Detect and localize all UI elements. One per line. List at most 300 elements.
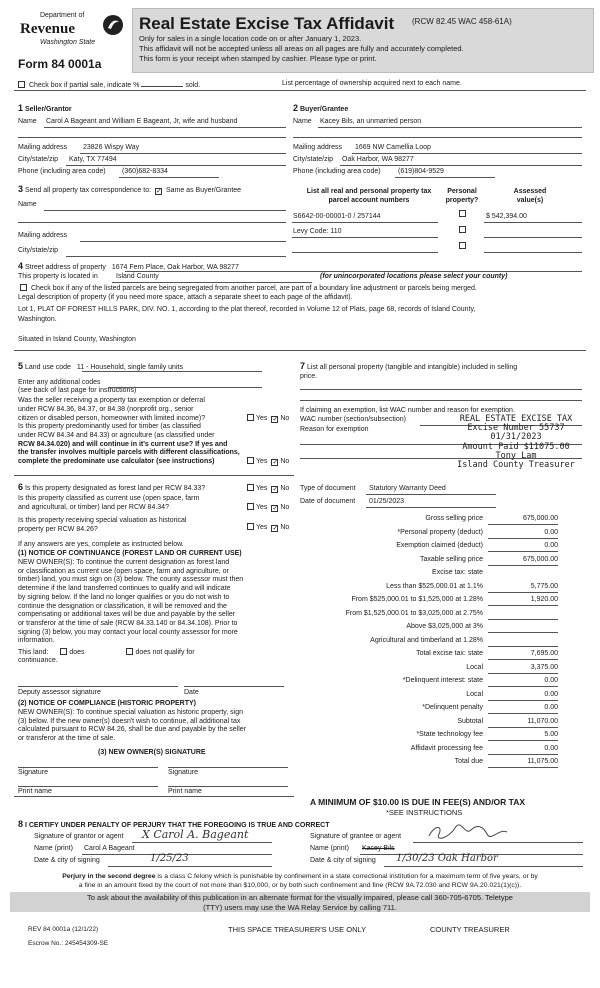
historic-yesno	[245, 523, 289, 533]
rev-number: REV 84 0001a (12/1/22)	[28, 926, 99, 933]
add-codes-1: Enter any additional codes	[18, 379, 101, 386]
tax-value[interactable]	[488, 610, 558, 620]
buyer-city[interactable]: Oak Harbor, WA 98277	[342, 156, 414, 163]
deputy-label: Deputy assessor signature	[18, 689, 101, 696]
signature-line	[413, 842, 583, 843]
legal-line-2[interactable]: Washington.	[18, 316, 57, 323]
seller-heading: Seller/Grantor	[24, 106, 72, 113]
q-line: and agricultural, or timber) land per RCW 84.34?	[18, 503, 169, 511]
grantee-sig-label: Signature of grantee or agent	[310, 833, 402, 840]
header-line-1: Only for sales in a single location code on or after January 1, 2023.	[139, 34, 362, 43]
header-line-3: This form is your receipt when stamped by cashier. Please type or print.	[139, 54, 377, 63]
field-line	[125, 271, 582, 272]
tax-label: Local	[466, 690, 483, 698]
yes-label: Yes	[256, 415, 268, 422]
tax-row	[298, 691, 558, 702]
personal-checkbox-2[interactable]	[459, 226, 466, 233]
continuance-line: compensating or additional taxes will be due and payable by the seller	[18, 611, 236, 619]
parcel-header-2: parcel account numbers	[328, 196, 410, 204]
signature-line	[18, 686, 178, 687]
tax-value[interactable]: 11,070.00	[488, 718, 558, 728]
tax-value[interactable]: 0.00	[488, 745, 558, 755]
continuance-line: signing (3) below, you may contact your local county assessor for more	[18, 628, 238, 636]
tax-value[interactable]: 0.00	[488, 542, 558, 552]
q2-line: RCW 84.34.020) and will continue in it's current use? If yes and	[18, 440, 228, 448]
tax-value[interactable]: 675,000.00	[488, 556, 558, 566]
dept-state: Washington State	[40, 39, 96, 46]
compliance-line: calculated pursuant to RCW 84.26, shall be due and payable by the seller	[18, 726, 247, 734]
escrow-number: Escrow No.: 245454309-SE	[28, 940, 109, 947]
divider	[14, 350, 586, 351]
treasurer-stamp	[446, 415, 586, 470]
no-checkbox[interactable]	[271, 505, 278, 512]
doc-date[interactable]: 01/25/2023	[369, 498, 405, 505]
q2-line: under RCW 84.34 and 84.33) or agriculture (as classified under	[18, 431, 215, 439]
tax-row	[298, 758, 558, 769]
tax-value[interactable]: 0.00	[488, 529, 558, 539]
tax-label: Agricultural and timberland at 1.28%	[370, 636, 483, 644]
field-line	[395, 177, 495, 178]
current-use-question	[18, 495, 199, 513]
stamp-line: REAL ESTATE EXCISE TAX	[459, 414, 573, 424]
parcel-number[interactable]: S6642-00-00001-0 / 257144	[293, 213, 381, 220]
no-label: No	[280, 458, 290, 465]
print-name-label-1: Print name	[18, 788, 52, 795]
partial-sale-checkbox[interactable]	[18, 81, 25, 88]
treasurer-use: THIS SPACE TREASURER'S USE ONLY	[228, 925, 367, 934]
buyer-section	[293, 103, 348, 115]
timber-question	[18, 423, 240, 467]
print-line	[18, 786, 158, 787]
historic-question	[18, 517, 186, 535]
field-line	[292, 222, 438, 223]
continuance-line: or transferor at the time of sale (RCW 84.33.140 or 84.34.108). Prior to	[18, 619, 238, 627]
field-line	[318, 127, 582, 128]
s3-name-label: Name	[18, 201, 37, 208]
seller-name[interactable]: Carol A Bageant and William E Bageant, Jr, wife and husband	[46, 118, 238, 125]
signature-label-1: Signature	[18, 769, 48, 776]
exemption-yesno	[245, 414, 289, 424]
alt-line: To ask about the availability of this publication in an alternate format for the visually impaired, please call 360-705-6705. Teletype	[87, 893, 513, 902]
buyer-heading: Buyer/Grantee	[299, 106, 349, 113]
tax-value[interactable]: 0.00	[488, 677, 558, 687]
buyer-phone-label: Phone (including area code)	[293, 168, 381, 175]
q2-line: Is this property predominantly used for timber (as classified	[18, 423, 201, 430]
reason-label: Reason for exemption	[300, 426, 369, 433]
personal-property-row	[300, 361, 582, 382]
buyer-name[interactable]: Kacey Bils, an unmarried person	[320, 118, 422, 125]
field-line	[66, 165, 286, 166]
does-not-label: does not qualify for	[135, 649, 195, 656]
seller-phone-label: Phone (including area code)	[18, 168, 106, 175]
field-line	[18, 222, 286, 223]
tax-row	[298, 718, 558, 729]
tax-row	[298, 556, 558, 567]
tax-row	[298, 569, 558, 580]
assessed-value[interactable]: $ 542,394.00	[486, 213, 527, 220]
no-checkbox[interactable]	[271, 486, 278, 493]
section-number: 4	[18, 261, 24, 271]
buyer-city-label: City/state/zip	[293, 156, 334, 163]
tax-row	[298, 664, 558, 675]
field-line	[18, 137, 286, 138]
continuance-line: or classification as current use (open space, farm and agriculture, or	[18, 567, 229, 575]
located-note: (for unincorporated locations please select your county)	[320, 273, 508, 280]
dor-logo-icon	[102, 14, 124, 36]
s3-mail-label: Mailing address	[18, 232, 68, 239]
tax-label: *Personal property (deduct)	[397, 528, 483, 536]
see-instructions: *SEE INSTRUCTIONS	[386, 808, 463, 817]
field-line	[292, 252, 438, 253]
field-line	[292, 237, 438, 238]
partial-sale-label: Check box if partial sale, indicate %	[28, 82, 140, 89]
yes-checkbox[interactable]	[247, 414, 254, 421]
perjury-line: a fine in an amount fixed by the court of not more than $10,000, or by both such confinement and fine (RCW 9A.72.030 and RCW 9A.20.021(1)(c)).	[78, 882, 522, 889]
tax-row	[298, 650, 558, 661]
signature-label-2: Signature	[168, 769, 198, 776]
tax-value[interactable]	[488, 637, 558, 647]
section-number: 2	[293, 103, 299, 113]
tax-value[interactable]: 5.00	[488, 731, 558, 741]
no-label: No	[280, 415, 290, 422]
stamp-line: Amount Paid $11075.00	[462, 441, 570, 452]
tax-row	[298, 623, 558, 634]
tax-row	[298, 515, 558, 526]
dor-logo	[16, 12, 128, 48]
ownership-note: List percentage of ownership acquired next to each name.	[282, 80, 462, 87]
continuance-heading: (1) NOTICE OF CONTINUANCE (FOREST LAND OR CURRENT USE)	[18, 550, 242, 557]
seller-mail[interactable]: 23826 Wispy Way	[83, 144, 140, 151]
street-address[interactable]: 1674 Fern Place, Oak Harbor, WA 98277	[111, 264, 239, 271]
q1-line: citizen or disabled person, homeowner with limited income)?	[18, 414, 206, 422]
land-use-code[interactable]: 11 - Household, single family units	[76, 364, 183, 371]
no-label: No	[280, 485, 290, 492]
tax-row	[298, 731, 558, 742]
boundary-checkbox[interactable]	[20, 284, 27, 291]
continuance-line: timber) land, you must sign on (3) below. The county assessor must then	[18, 576, 244, 584]
field-line	[484, 237, 582, 238]
dept-name: Revenue	[20, 21, 75, 37]
field-line	[80, 241, 286, 242]
yes-label: Yes	[256, 524, 268, 531]
legal-label: Legal description of property (if you need more space, attach a separate sheet to each page of the affidavit).	[18, 294, 353, 301]
sold-label: sold.	[185, 82, 201, 89]
no-label: No	[280, 504, 290, 511]
tax-label: Excise tax: state	[432, 569, 483, 576]
current-use-yesno	[245, 503, 289, 513]
tax-value[interactable]	[488, 623, 558, 633]
parcel-header	[296, 188, 442, 206]
continuance-word: continuance.	[18, 657, 58, 664]
grantor-sig-label: Signature of grantor or agent	[34, 833, 124, 840]
grantee-name-label: Name (print)	[310, 845, 349, 852]
tax-label: From $1,525,000.01 to $3,025,000 at 2.75%	[345, 609, 483, 617]
forest-label: Is this property designated as forest land per RCW 84.33?	[24, 485, 206, 492]
no-checkbox[interactable]	[271, 459, 278, 466]
stamp-line: 01/31/2023	[490, 432, 542, 443]
tax-label: *Delinquent penalty	[422, 704, 483, 711]
field-line	[366, 494, 496, 495]
stamp-line: Tony Lam	[495, 450, 537, 461]
grantor-signature[interactable]: X Carol A. Bageant	[142, 828, 249, 841]
field-line	[44, 127, 286, 128]
boundary-row	[18, 284, 477, 294]
tax-value[interactable]: 0.00	[488, 691, 558, 701]
field-line	[484, 252, 582, 253]
no-label: No	[280, 524, 290, 531]
seller-mail-label: Mailing address	[18, 144, 68, 151]
divider	[14, 90, 586, 91]
field-line	[366, 507, 496, 508]
any-yes-note: If any answers are yes, complete as instructed below.	[18, 541, 184, 548]
situated[interactable]: Situated in Island County, Washington	[18, 336, 136, 343]
tax-row	[298, 529, 558, 540]
county-treasurer: COUNTY TREASURER	[430, 925, 510, 934]
header-line-2: This affidavit will not be accepted unless all areas on all pages are fully and accurately completed.	[139, 44, 464, 53]
field-line	[300, 389, 582, 390]
grantor-date-label: Date & city of signing	[34, 857, 100, 864]
section-number: 1	[18, 103, 24, 113]
tax-value[interactable]: 3,375.00	[488, 664, 558, 674]
grantor-date[interactable]: 1/25/23	[150, 853, 189, 864]
yes-checkbox[interactable]	[247, 484, 254, 491]
tax-label: *State technology fee	[416, 731, 483, 738]
s7-label: List all personal property (tangible and intangible) included in selling	[306, 364, 518, 371]
field-line	[352, 153, 582, 154]
land-use-label: Land use code	[24, 364, 71, 371]
continuance-text	[18, 559, 243, 646]
doc-type-label: Type of document	[300, 485, 356, 492]
personal-header	[442, 188, 482, 206]
same-as-buyer-label: Same as Buyer/Grantee	[165, 187, 242, 194]
field-line	[80, 153, 286, 154]
field-line	[108, 866, 272, 867]
tax-label: Affidavit processing fee	[410, 744, 483, 752]
tax-label: Gross selling price	[425, 515, 483, 522]
tax-value[interactable]	[488, 569, 558, 579]
continuance-line: by signing below. If the land no longer qualifies or you do not wish to	[18, 593, 230, 601]
section-number: 6	[18, 482, 24, 492]
this-land-label: This land:	[18, 649, 49, 656]
tax-row	[298, 596, 558, 607]
compliance-line: or transferor at the time of sale.	[18, 735, 116, 743]
does-checkbox[interactable]	[60, 648, 67, 655]
tax-label: Exemption claimed (deduct)	[396, 542, 483, 549]
field-line	[112, 282, 312, 283]
q2-line: complete the predominate use calculator (see instructions)	[18, 458, 215, 465]
doc-type[interactable]: Statutory Warranty Deed	[369, 485, 446, 492]
personal-checkbox-3[interactable]	[459, 242, 466, 249]
alt-line: (TTY) users may use the WA Relay Service by calling 711.	[203, 902, 397, 912]
tax-row	[298, 745, 558, 756]
field-line	[384, 866, 583, 867]
tax-label: Local	[466, 663, 483, 671]
tax-row	[298, 542, 558, 553]
signature-line	[168, 767, 288, 768]
correspondence-label: Send all property tax correspondence to:	[24, 187, 152, 194]
date-line	[184, 686, 284, 687]
s7-label-2: price.	[300, 372, 318, 380]
new-owner-heading: (3) NEW OWNER(S) SIGNATURE	[98, 749, 206, 756]
exempt-claim-label: If claiming an exemption, list WAC number and reason for exemption.	[300, 407, 515, 414]
yes-label: Yes	[256, 458, 268, 465]
tax-label: Taxable selling price	[419, 555, 483, 563]
wac-label: WAC number (section/subsection)	[300, 416, 406, 423]
seller-section	[18, 103, 72, 115]
tax-row	[298, 704, 558, 715]
county-select[interactable]: Island County	[116, 273, 159, 280]
q-line: property per RCW 84.26?	[18, 525, 98, 533]
tax-label: Subtotal	[457, 717, 483, 725]
section-number: 8	[18, 819, 24, 829]
tax-label: Total due	[454, 758, 483, 765]
rcw-ref: (RCW 82.45 WAC 458-61A)	[412, 17, 512, 26]
levy-code[interactable]: Levy Code: 110	[293, 228, 342, 235]
field-line	[484, 222, 582, 223]
assessed-header	[490, 188, 570, 206]
doc-date-label: Date of document	[300, 498, 356, 505]
field-line	[119, 177, 219, 178]
tax-label: Above $3,025,000 at 3%	[406, 623, 483, 630]
partial-sale-row	[16, 79, 200, 91]
forest-question	[18, 482, 205, 494]
grantee-date[interactable]: 1/30/23 Oak Harbor	[396, 853, 498, 864]
tax-label: From $525,000.01 to $1,525,000 at 1.28%	[351, 596, 483, 603]
tax-value[interactable]: 11,075.00	[488, 758, 558, 768]
tax-value[interactable]: 5,775.00	[488, 583, 558, 593]
compliance-line: (3) below. If the new owner(s) doesn't wish to continue, all additional tax	[18, 717, 241, 725]
perjury-notice	[10, 872, 590, 890]
buyer-name-label: Name	[293, 118, 312, 125]
continuance-line: information.	[18, 637, 55, 645]
tax-row	[298, 610, 558, 621]
yes-checkbox[interactable]	[247, 457, 254, 464]
field-line	[66, 256, 286, 257]
tax-value[interactable]: 7,695.00	[488, 650, 558, 660]
form-title: Real Estate Excise Tax Affidavit	[139, 14, 395, 33]
yes-label: Yes	[256, 504, 268, 511]
q1-line: Was the seller receiving a property tax exemption or deferral	[18, 397, 205, 404]
compliance-heading: (2) NOTICE OF COMPLIANCE (HISTORIC PROPERTY)	[18, 700, 196, 707]
correspondence-row	[18, 184, 241, 196]
stamp-line: Excise Number 55737	[467, 423, 565, 434]
field-line	[293, 137, 582, 138]
signature-line	[18, 767, 158, 768]
q2-line: the transfer involves multiple parcels with different classifications,	[18, 449, 240, 457]
perjury-bold: Perjury in the second degree	[62, 873, 156, 880]
seller-city[interactable]: Katy, TX 77494	[69, 156, 117, 163]
tax-row	[298, 677, 558, 688]
forest-yesno	[245, 484, 289, 494]
certify-statement: I CERTIFY UNDER PENALTY OF PERJURY THAT THE FOREGOING IS TRUE AND CORRECT	[24, 822, 330, 829]
personal-header-2: property?	[445, 196, 479, 204]
yes-label: Yes	[256, 485, 268, 492]
buyer-phone[interactable]: (619)804-9529	[398, 168, 444, 175]
same-as-buyer-checkbox[interactable]	[155, 188, 162, 195]
assessed-header-1: Assessed	[513, 188, 547, 195]
legal-line-1[interactable]: Lot 1, PLAT OF FOREST HILLS PARK, DIV. NO. 1, according to the plat thereof, recorded in Volume 12 of Plats, page 68, records of Island County,	[18, 306, 476, 313]
divider	[14, 796, 294, 797]
q-line: Is this property receiving special valuation as historical	[18, 517, 187, 524]
does-not-checkbox[interactable]	[126, 648, 133, 655]
no-checkbox[interactable]	[271, 416, 278, 423]
tax-row	[298, 637, 558, 648]
tax-value[interactable]: 675,000.00	[488, 515, 558, 525]
does-label: does	[69, 649, 85, 656]
seller-phone[interactable]: (360)682-8334	[122, 168, 168, 175]
tax-label: Total excise tax: state	[416, 650, 483, 657]
stamp-line: Island County Treasurer	[457, 460, 575, 471]
personal-checkbox-1[interactable]	[459, 210, 466, 217]
grantor-name-label: Name (print)	[34, 845, 73, 852]
exemption-question	[18, 397, 205, 423]
divider	[14, 475, 294, 476]
continuance-line: NEW OWNER(S): To continue the current designation as forest land	[18, 559, 230, 566]
yes-checkbox[interactable]	[247, 523, 254, 530]
accessibility-banner	[10, 892, 590, 912]
section-number: 5	[18, 361, 24, 371]
field-line	[82, 371, 262, 372]
field-line	[108, 387, 262, 388]
field-line	[300, 400, 582, 401]
q1-line: under RCW 84.36, 84.37, or 84.38 (nonprofit org., senior	[18, 405, 194, 413]
buyer-mail-label: Mailing address	[293, 144, 343, 151]
tax-value[interactable]: 0.00	[488, 704, 558, 714]
compliance-line: NEW OWNER(S): To continue special valuation as historic property, sign	[18, 709, 243, 716]
assessed-header-2: value(s)	[516, 196, 544, 204]
no-checkbox[interactable]	[271, 525, 278, 532]
seller-name-label: Name	[18, 118, 37, 125]
dept-top: Department of	[40, 12, 85, 19]
grantee-date-label: Date & city of signing	[310, 857, 376, 864]
yes-checkbox[interactable]	[247, 503, 254, 510]
s3-city-label: City/state/zip	[18, 247, 59, 254]
print-name-label-2: Print name	[168, 788, 202, 795]
deputy-date-label: Date	[184, 689, 199, 696]
boundary-label: Check box if any of the listed parcels are being segregated from another parcel, are part of a boundary line adjustment or parcels being merged.	[30, 285, 477, 292]
section-number: 7	[300, 361, 306, 371]
continuance-line: continue the designation or classification, it will be removed and the	[18, 602, 227, 610]
grantor-name[interactable]: Carol A Bageant	[84, 845, 135, 852]
tax-label: Less than $525,000.01 at 1.1%	[386, 582, 483, 590]
tax-row	[298, 583, 558, 594]
signature-line	[132, 842, 272, 843]
print-line	[168, 786, 288, 787]
located-label: This property is located in	[18, 273, 98, 280]
grantee-signature[interactable]	[425, 822, 515, 842]
parcel-header-1: List all real and personal property tax	[306, 188, 432, 195]
field-line	[44, 210, 286, 211]
add-codes-2: (see back of last page for instructions)	[18, 387, 137, 394]
timber-yesno	[245, 457, 289, 467]
buyer-mail[interactable]: 1669 NW Camellia Loop	[355, 144, 431, 151]
section-number: 3	[18, 184, 24, 194]
form-number: Form 84 0001a	[18, 57, 102, 71]
continuance-line: determine if the land transferred continues to qualify and will indicate	[18, 585, 231, 593]
partial-percent-field[interactable]	[141, 79, 183, 87]
compliance-text	[18, 709, 246, 744]
field-line	[340, 165, 582, 166]
personal-header-1: Personal	[447, 188, 477, 195]
seller-city-label: City/state/zip	[18, 156, 59, 163]
grantee-name[interactable]: Kacey Bils	[362, 845, 395, 852]
q-line: Is this property classified as current use (open space, farm	[18, 495, 200, 502]
minimum-notice: A MINIMUM OF $10.00 IS DUE IN FEE(S) AND/OR TAX	[310, 797, 526, 807]
perjury-line: is a class C felony which is punishable by confinement in a state correctional institution for a maximum term of five years, or by	[157, 873, 538, 880]
tax-value[interactable]: 1,920.00	[488, 596, 558, 606]
tax-label: *Delinquent interest: state	[402, 677, 483, 684]
street-label: Street address of property	[24, 264, 106, 271]
